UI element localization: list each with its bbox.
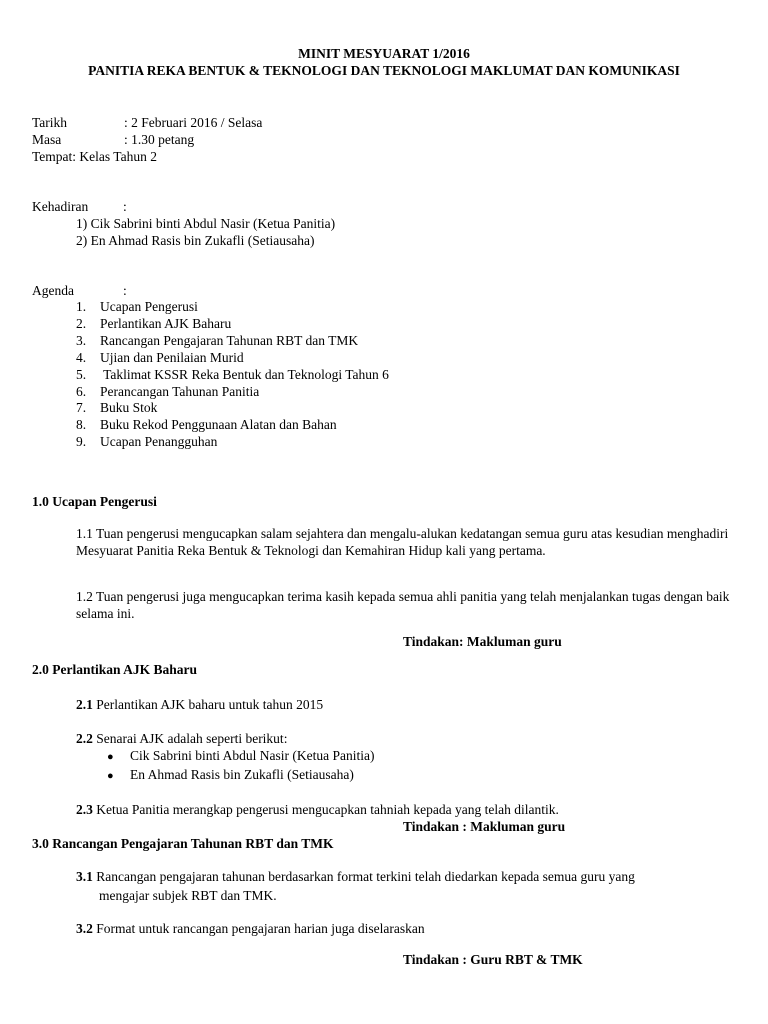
paragraph-continuation: mengajar subjek RBT dan TMK. — [99, 888, 277, 903]
action-note: Tindakan: Makluman guru — [403, 634, 562, 649]
date-line — [32, 114, 262, 131]
agenda-item-text: Ucapan Pengerusi — [100, 299, 198, 314]
document-subtitle: PANITIA REKA BENTUK & TEKNOLOGI DAN TEKNOLOGI MAKLUMAT DAN KOMUNIKASI — [88, 63, 680, 78]
date-label: Tarikh — [32, 115, 68, 130]
paragraph-number: 2.3 — [76, 802, 93, 817]
agenda-item-number: 5. — [76, 367, 87, 382]
paragraph-text: Senarai AJK adalah seperti berikut: — [92, 731, 288, 746]
section-heading: 1.0 Ucapan Pengerusi — [32, 494, 157, 509]
paragraph-text: Format untuk rancangan pengajaran harian juga diselaraskan — [92, 921, 425, 936]
agenda-item-number: 4. — [76, 350, 87, 365]
bullet-icon: ● — [107, 770, 114, 782]
time-label: Masa — [32, 132, 62, 147]
agenda-item-number: 3. — [76, 333, 87, 348]
section-heading: 2.0 Perlantikan AJK Baharu — [32, 662, 198, 677]
paragraph-number: 3.2 — [76, 921, 93, 936]
place-line: Tempat: Kelas Tahun 2 — [32, 149, 157, 164]
agenda-item-text: Taklimat KSSR Reka Bentuk dan Teknologi Tahun 6 — [100, 367, 389, 382]
paragraph — [76, 696, 323, 713]
agenda-label: Agenda — [32, 283, 74, 298]
agenda-item-number: 8. — [76, 417, 87, 432]
agenda-item — [76, 399, 157, 416]
agenda-item — [76, 416, 337, 433]
attendance-label: Kehadiran — [32, 199, 89, 214]
paragraph — [76, 868, 635, 885]
document-title: MINIT MESYUARAT 1/2016 — [298, 46, 470, 61]
paragraph — [76, 801, 559, 818]
bullet-icon: ● — [107, 751, 114, 763]
paragraph — [76, 920, 425, 937]
agenda-item — [76, 349, 244, 366]
agenda-item-number: 9. — [76, 434, 87, 449]
agenda-item-text: Perancangan Tahunan Panitia — [100, 384, 260, 399]
paragraph: 1.2 Tuan pengerusi juga mengucapkan terima kasih kepada semua ahli panitia yang telah menjalankan tugas dengan baik selama ini. — [76, 589, 730, 621]
paragraph-number: 2.1 — [76, 697, 93, 712]
agenda-item — [76, 332, 358, 349]
paragraph-number: 2.2 — [76, 731, 93, 746]
date-value: : 2 Februari 2016 / Selasa — [124, 115, 263, 130]
agenda-item-number: 2. — [76, 316, 87, 331]
agenda-item — [76, 366, 389, 383]
agenda-item — [76, 383, 259, 400]
section-heading: 3.0 Rancangan Pengajaran Tahunan RBT dan TMK — [32, 836, 334, 851]
attendance-item: 2) En Ahmad Rasis bin Zukafli (Setiausaha) — [76, 233, 315, 248]
agenda-item — [76, 315, 231, 332]
agenda-item-text: Perlantikan AJK Baharu — [100, 316, 232, 331]
agenda-item — [76, 298, 198, 315]
bullet-item — [107, 766, 354, 785]
paragraph-text: Rancangan pengajaran tahunan berdasarkan format terkini telah diedarkan kepada semua guru yang — [92, 869, 635, 884]
paragraph-text: Perlantikan AJK baharu untuk tahun 2015 — [92, 697, 324, 712]
agenda-item-text: Ujian dan Penilaian Murid — [100, 350, 244, 365]
action-note: Tindakan : Guru RBT & TMK — [403, 952, 583, 967]
agenda-item — [76, 433, 217, 450]
paragraph — [76, 730, 287, 747]
agenda-item-number: 1. — [76, 299, 87, 314]
action-note: Tindakan : Makluman guru — [403, 819, 566, 834]
paragraph-number: 3.1 — [76, 869, 93, 884]
agenda-item-number: 6. — [76, 384, 87, 399]
agenda-item-text: Buku Stok — [100, 400, 158, 415]
paragraph-text: Ketua Panitia merangkap pengerusi mengucapkan tahniah kepada yang telah dilantik. — [92, 802, 559, 817]
bullet-text: En Ahmad Rasis bin Zukafli (Setiausaha) — [130, 767, 354, 782]
attendance-item: 1) Cik Sabrini binti Abdul Nasir (Ketua Panitia) — [76, 216, 336, 231]
attendance-colon: : — [123, 199, 127, 214]
bullet-item — [107, 747, 374, 766]
agenda-item-number: 7. — [76, 400, 87, 415]
time-value: : 1.30 petang — [124, 132, 195, 147]
time-line — [32, 131, 194, 148]
agenda-item-text: Ucapan Penangguhan — [100, 434, 218, 449]
agenda-colon: : — [123, 283, 127, 298]
agenda-item-text: Buku Rekod Penggunaan Alatan dan Bahan — [100, 417, 337, 432]
bullet-text: Cik Sabrini binti Abdul Nasir (Ketua Panitia) — [130, 748, 375, 763]
agenda-item-text: Rancangan Pengajaran Tahunan RBT dan TMK — [100, 333, 359, 348]
paragraph: 1.1 Tuan pengerusi mengucapkan salam sejahtera dan mengalu-alukan kedatangan semua guru atas kesudian menghadiri Mesyuarat Panitia Reka Bentuk & Teknologi dan Kemahiran Hidup kali yang pertama. — [76, 526, 729, 558]
